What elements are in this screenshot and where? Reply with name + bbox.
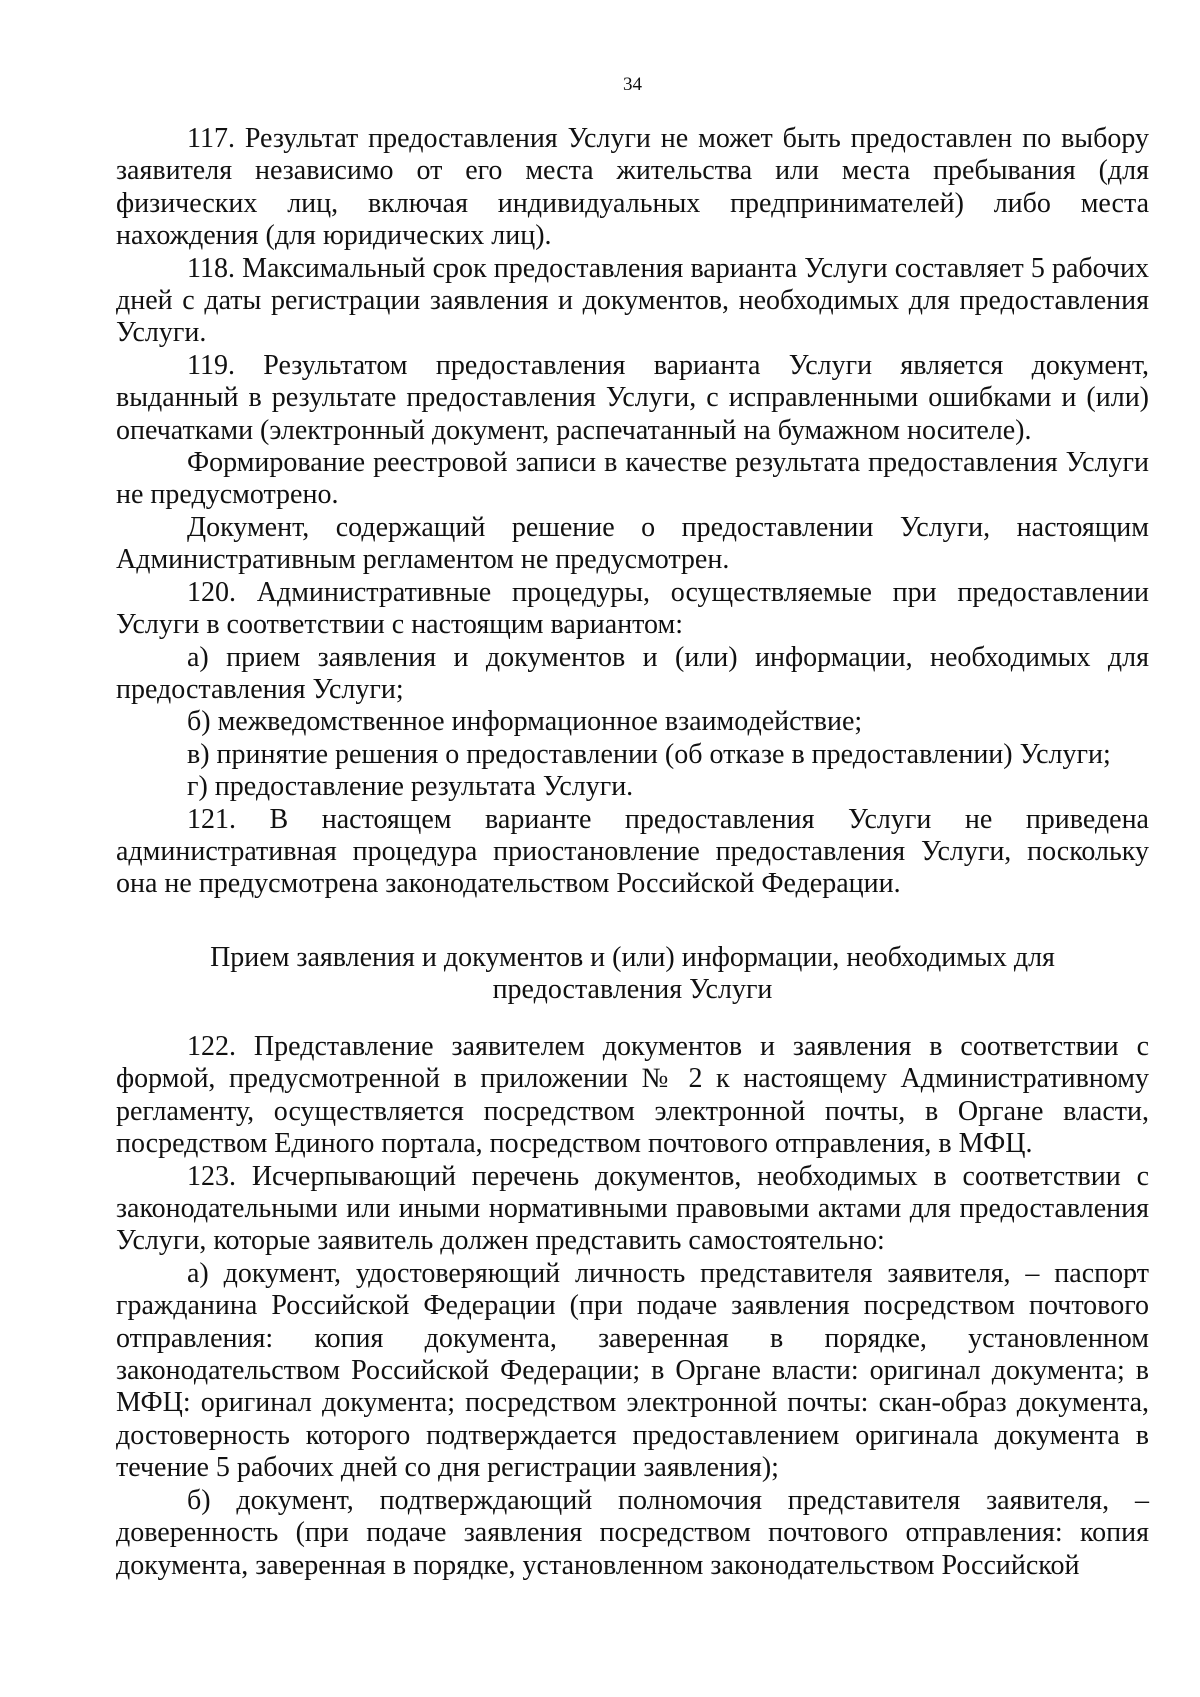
paragraph-123: 123. Исчерпывающий перечень документов, необходимых в соответствии с законодательными или иными нормативными правовыми актами для предоставления Услуги, которые заявитель должен представить самостоятельно: — [116, 1160, 1149, 1257]
paragraph-120: 120. Административные процедуры, осуществляемые при предоставлении Услуги в соответствии с настоящим вариантом: — [116, 576, 1149, 641]
list-item-b: б) межведомственное информационное взаимодействие; — [187, 706, 863, 738]
section-heading-line-2: предоставления Услуги — [492, 974, 773, 1006]
list-item-g: г) предоставление результата Услуги. — [187, 771, 634, 803]
paragraph-decision-document: Документ, содержащий решение о предоставлении Услуги, настоящим Административным регламентом не предусмотрен. — [116, 511, 1149, 576]
paragraph-121: 121. В настоящем варианте предоставления Услуги не приведена административная процедура приостановление предоставления Услуги, поскольку она не предусмотрена законодательством Российской Федерации. — [116, 803, 1149, 900]
paragraph-122: 122. Представление заявителем документов и заявления в соответствии с формой, предусмотренной в приложении № 2 к настоящему Административному регламенту, осуществляется посредством электронной почты, в Органе власти, посредством Единого портала, посредством почтового отправления, в МФЦ. — [116, 1031, 1149, 1160]
section-heading — [116, 942, 1149, 1007]
paragraph-119: 119. Результатом предоставления варианта Услуги является документ, выданный в результате предоставления Услуги, с исправленными ошибками и (или) опечатками (электронный документ, распечатанный на бумажном носителе). — [116, 349, 1149, 446]
paragraph-117: 117. Результат предоставления Услуги не может быть предоставлен по выбору заявителя независимо от его места жительства или места пребывания (для физических лиц, включая индивидуальных предпринимателей) либо места нахождения (для юридических лиц). — [116, 123, 1149, 252]
list-item-a: а) прием заявления и документов и (или) информации, необходимых для предоставления Услуги; — [116, 641, 1149, 705]
body-text-before-heading — [116, 123, 1149, 901]
paragraph-118: 118. Максимальный срок предоставления варианта Услуги составляет 5 рабочих дней с даты регистрации заявления и документов, необходимых для предоставления Услуги. — [116, 252, 1149, 349]
list-item-v: в) принятие решения о предоставлении (об отказе в предоставлении) Услуги; — [187, 738, 1111, 770]
list-item-a-passport: а) документ, удостоверяющий личность представителя заявителя, – паспорт гражданина Российской Федерации (при подаче заявления посредством почтового отправления: копия документа, заверенная в порядке, установленном законодательством Российской Федерации; в Органе власти: оригинал документа; в МФЦ: оригинал документа; посредством электронной почты: скан-образ документа, достоверность которого подтверждается предоставлением оригинала документа в течение 5 рабочих дней со дня регистрации заявления); — [116, 1257, 1149, 1484]
page-number: 34 — [623, 74, 642, 95]
body-text-after-heading — [116, 1031, 1149, 1582]
paragraph-registry-record: Формирование реестровой записи в качестве результата предоставления Услуги не предусмотрено. — [116, 447, 1149, 511]
list-item-b-power-of-attorney: б) документ, подтверждающий полномочия представителя заявителя, – доверенность (при подаче заявления посредством почтового отправления: копия документа, заверенная в порядке, установленном законодательством Российской — [116, 1484, 1149, 1581]
section-heading-line-1: Прием заявления и документов и (или) информации, необходимых для — [210, 942, 1055, 973]
